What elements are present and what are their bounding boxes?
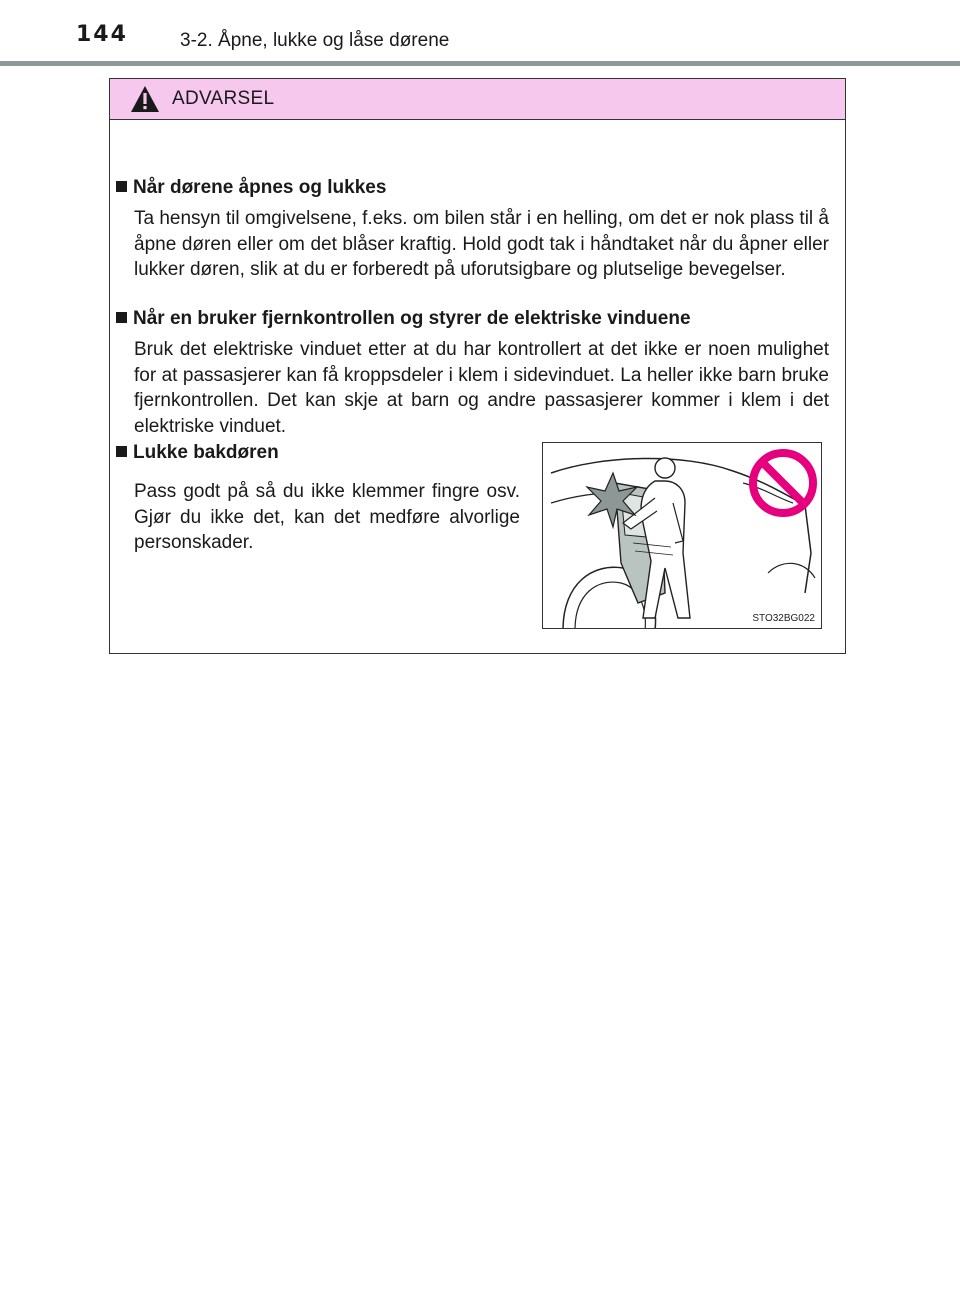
warning-header (110, 79, 845, 120)
page-header (0, 0, 960, 60)
item-body: Ta hensyn til omgivelsene, f.eks. om bilen står i en helling, om det er nok plass til å åpne døren eller om det blåser kraftig. Hold godt tak i håndtaket når du åpner eller lukker døren, slik at du er forberedt på uforutsigbare og plutselige bevegelser. (134, 208, 829, 280)
item-heading: Når dørene åpnes og lukkes (116, 177, 386, 199)
illustration-code: STO32BG022 (752, 613, 815, 624)
section-title: 3-2. Åpne, lukke og låse dørene (180, 30, 450, 51)
warning-box (109, 78, 846, 654)
warning-title: ADVARSEL (172, 88, 275, 109)
car-door-illustration (543, 443, 822, 629)
item-body: Bruk det elektriske vinduet etter at du har kontrollert at det ikke er noen mulighet for at passasjerer kan få kroppsdeler i klem i sidevinduet. La heller ikke barn bruke fjernkontrollen. Det kan skje at barn og andre passasjerer kommer i klem i det elektriske vinduet. (134, 339, 829, 437)
item-heading: Når en bruker fjernkontrollen og styrer de elektriske vinduene (116, 308, 691, 330)
bullet-square-icon (116, 312, 127, 323)
item-body: Pass godt på så du ikke klemmer fingre osv. Gjør du ikke det, kan det medføre alvorlige personskader. (134, 481, 520, 553)
illustration-door-pinch (542, 442, 822, 629)
bullet-square-icon (116, 181, 127, 192)
warning-triangle-icon (130, 85, 160, 113)
page-number: 144 (76, 22, 128, 47)
item-heading: Lukke bakdøren (116, 442, 279, 464)
header-rule (0, 61, 960, 66)
bullet-square-icon (116, 446, 127, 457)
